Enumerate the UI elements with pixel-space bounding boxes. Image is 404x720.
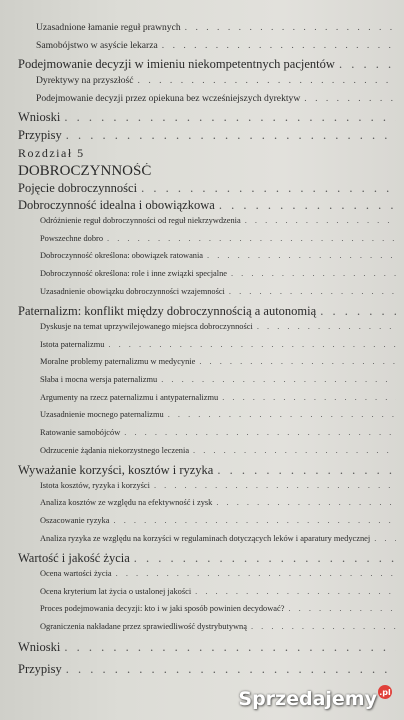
toc-entry-label: Analiza ryzyka ze względu na korzyści w regulaminach dotyczących leków i aparatury medycznej [40, 534, 371, 543]
toc-entry-label: Argumenty na rzecz paternalizmu i antypaternalizmu [40, 393, 219, 402]
toc-entry [40, 587, 396, 596]
toc-leader-dots [168, 410, 396, 419]
toc-leader-dots [64, 110, 396, 125]
toc-entry-label: Rozdział 5 [18, 146, 85, 160]
toc-leader-dots [108, 340, 396, 349]
toc-entry-label: Wnioski [18, 110, 61, 124]
toc-entry-label: Podejmowanie decyzji w imieniu niekompetentnych pacjentów [18, 57, 335, 71]
toc-entry-label: Wnioski [18, 640, 61, 654]
toc-entry-label: DOBROCZYNNOŚĆ [18, 163, 152, 179]
toc-entry [18, 181, 396, 196]
toc-entry-label: Oszacowanie ryzyka [40, 516, 110, 525]
toc-entry [40, 269, 396, 278]
toc-entry [40, 534, 396, 543]
toc-entry [18, 163, 396, 180]
sprzedajemy-watermark [238, 688, 392, 710]
toc-leader-dots [107, 234, 396, 243]
toc-entry-label: Ratowanie samobójców [40, 428, 121, 437]
toc-leader-dots [374, 534, 396, 543]
toc-entry-label: Uzasadnione łamanie reguł prawnych [36, 22, 181, 33]
toc-leader-dots [195, 587, 396, 596]
toc-entry-label: Dyskusje na temat uprzywilejowanego miejsca dobroczynności [40, 322, 253, 331]
toc-leader-dots [229, 287, 396, 296]
toc-entry-label: Ocena wartości życia [40, 569, 112, 578]
toc-entry-label: Analiza kosztów ze względu na efektywność i zysk [40, 498, 213, 507]
toc-leader-dots [134, 551, 396, 566]
toc-entry [18, 304, 396, 319]
toc-entry-label: Paternalizm: konflikt między dobroczynnością a autonomią [18, 304, 317, 318]
toc-leader-dots [124, 428, 396, 437]
toc-leader-dots [116, 569, 396, 578]
toc-entry-label: Dobroczynność idealna i obowiązkowa [18, 198, 215, 212]
toc-leader-dots [64, 640, 396, 655]
toc-entry-label: Przypisy [18, 662, 62, 676]
toc-entry [40, 446, 396, 455]
toc-entry-label: Istota paternalizmu [40, 340, 105, 349]
toc-leader-dots [222, 393, 396, 402]
toc-entry [36, 40, 396, 51]
toc-entry [40, 340, 396, 349]
toc-leader-dots [141, 181, 396, 196]
toc-entry-label: Proces podejmowania decyzji: kto i w jaki sposób powinien decydować? [40, 604, 285, 613]
toc-leader-dots [193, 446, 396, 455]
toc-entry-label: Ocena kryterium lat życia o ustalonej jakości [40, 587, 192, 596]
toc-entry [40, 216, 396, 225]
toc-entry [40, 251, 396, 260]
toc-entry-label: Ograniczenia nakładane przez sprawiedliwość dystrybutywną [40, 622, 247, 631]
toc-leader-dots [219, 198, 396, 213]
toc-entry [40, 393, 396, 402]
toc-entry [36, 75, 396, 86]
toc-entry-label: Istota kosztów, ryzyka i korzyści [40, 481, 150, 490]
toc-entry [40, 410, 396, 419]
toc-entry-label: Moralne problemy paternalizmu w medycynie [40, 357, 196, 366]
toc-leader-dots [217, 463, 396, 478]
toc-entry [40, 622, 396, 631]
toc-leader-dots [288, 604, 396, 613]
toc-entry-label: Dobroczynność określona: obowiązek ratowania [40, 251, 204, 260]
toc-entry [40, 516, 396, 525]
toc-leader-dots [162, 40, 396, 51]
toc-entry [40, 375, 396, 384]
toc-entry [36, 22, 396, 33]
toc-entry [40, 322, 396, 331]
toc-leader-dots [339, 57, 396, 72]
toc-entry [18, 128, 396, 143]
toc-entry [18, 110, 396, 125]
toc-entry [40, 481, 396, 490]
toc-leader-dots [257, 322, 396, 331]
toc-entry-label: Odrzucenie żądania niekorzystnego leczenia [40, 446, 190, 455]
toc-entry [18, 146, 396, 161]
toc-leader-dots [114, 516, 396, 525]
toc-leader-dots [66, 662, 396, 677]
toc-entry [40, 498, 396, 507]
watermark-suffix: .pl [378, 685, 392, 699]
toc-leader-dots [304, 93, 396, 104]
toc-entry-label: Podejmowanie decyzji przez opiekuna bez wcześniejszych dyrektyw [36, 93, 301, 104]
toc-leader-dots [199, 357, 396, 366]
toc-leader-dots [185, 22, 396, 33]
toc-leader-dots [207, 251, 396, 260]
toc-leader-dots [231, 269, 396, 278]
toc-entry-label: Powszechne dobro [40, 234, 104, 243]
toc-leader-dots [320, 304, 396, 319]
toc-entry [40, 357, 396, 366]
toc-entry-label: Samobójstwo w asyście lekarza [36, 40, 158, 51]
toc-entry [18, 198, 396, 213]
toc-entry-label: Dyrektywy na przyszłość [36, 75, 134, 86]
toc-leader-dots [245, 216, 396, 225]
toc-entry [18, 551, 396, 566]
toc-entry [18, 57, 396, 72]
toc-leader-dots [138, 75, 396, 86]
watermark-brand: Sprzedajemy [238, 688, 377, 710]
toc-entry [18, 463, 396, 478]
toc-entry-label: Słaba i mocna wersja paternalizmu [40, 375, 158, 384]
toc-leader-dots [154, 481, 396, 490]
toc-entry-label: Uzasadnienie mocnego paternalizmu [40, 410, 164, 419]
toc-entry [40, 604, 396, 613]
toc-entry [18, 640, 396, 655]
toc-entry [40, 428, 396, 437]
toc-leader-dots [161, 375, 396, 384]
toc-entry [18, 662, 396, 677]
toc-entry-label: Uzasadnienie obowiązku dobroczynności wzajemności [40, 287, 225, 296]
toc-entry-label: Wartość i jakość życia [18, 551, 130, 565]
toc-entry-label: Dobroczynność określona: role i inne związki specjalne [40, 269, 227, 278]
toc-entry [36, 93, 396, 104]
toc-entry-label: Odróżnienie reguł dobroczynności od reguł niekrzywdzenia [40, 216, 241, 225]
toc-entry [40, 234, 396, 243]
toc-leader-dots [66, 128, 396, 143]
toc-entry-label: Przypisy [18, 128, 62, 142]
toc-entry [40, 569, 396, 578]
toc-leader-dots [216, 498, 396, 507]
toc-entry [40, 287, 396, 296]
toc-entry-label: Pojęcie dobroczynności [18, 181, 138, 195]
toc-entry-label: Wyważanie korzyści, kosztów i ryzyka [18, 463, 214, 477]
toc-leader-dots [251, 622, 396, 631]
